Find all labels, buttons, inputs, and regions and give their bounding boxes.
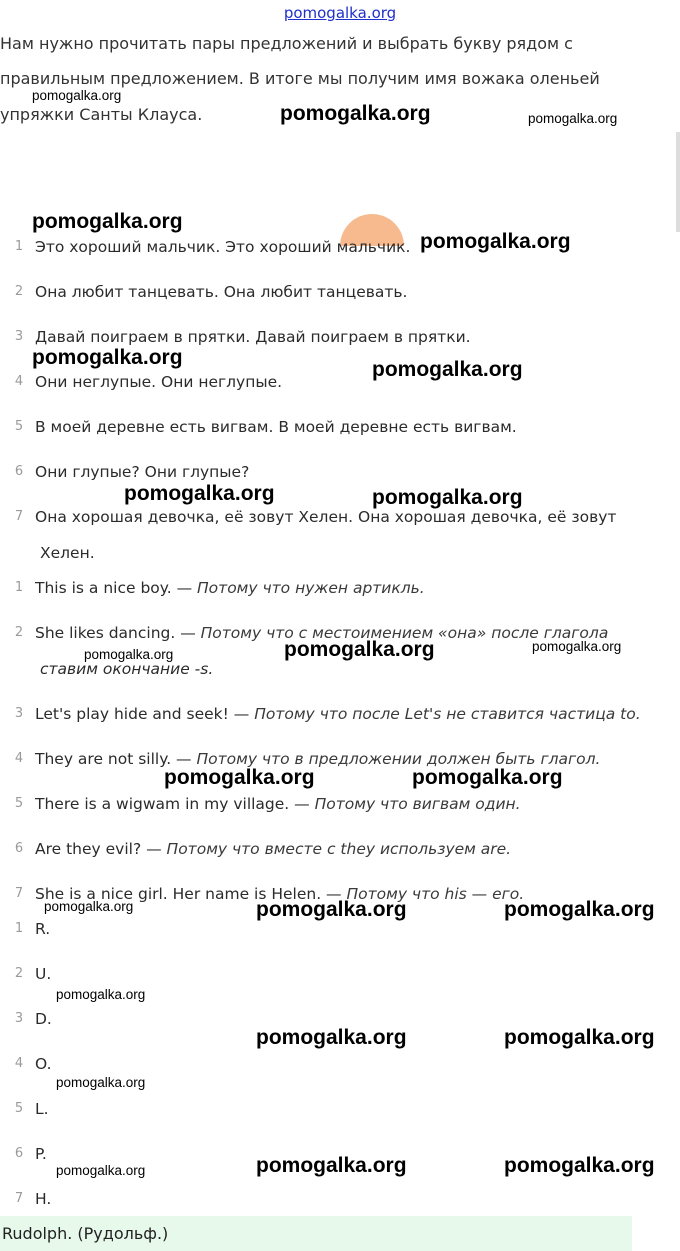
letter-row bbox=[0, 963, 680, 985]
explanation-text bbox=[35, 577, 425, 599]
item-number: 4 bbox=[14, 751, 24, 766]
watermark: pomogalka.org bbox=[372, 358, 523, 381]
sentence-row bbox=[0, 461, 680, 483]
english-sentence: Are they evil? — bbox=[35, 840, 167, 858]
sentence-text: Она любит танцевать. Она любит танцевать. bbox=[35, 283, 408, 301]
watermark: pomogalka.org bbox=[56, 1075, 146, 1090]
letter-text: D. bbox=[35, 1010, 52, 1028]
explanation-reason: Потому что нужен артикль. bbox=[197, 579, 425, 597]
item-number: 1 bbox=[14, 580, 24, 595]
letter-row bbox=[0, 1053, 680, 1075]
letter-row bbox=[0, 1098, 680, 1120]
explanation-text bbox=[35, 793, 521, 815]
letter-text: L. bbox=[35, 1100, 49, 1118]
watermark: pomogalka.org bbox=[412, 766, 563, 789]
item-number: 3 bbox=[14, 706, 24, 721]
item-number: 1 bbox=[14, 921, 24, 936]
explanation-row bbox=[0, 838, 680, 860]
intro-line-1: Нам нужно прочитать пары предложений и выбрать букву рядом с bbox=[0, 34, 573, 53]
english-sentence: Let's play hide and seek! — bbox=[35, 705, 255, 723]
english-sentence: She likes dancing. — bbox=[35, 624, 201, 642]
sentence-text: Это хороший мальчик. Это хороший мальчик. bbox=[35, 238, 411, 256]
sentence-row bbox=[0, 506, 680, 528]
item-number: 5 bbox=[14, 419, 24, 434]
explanation-reason: Потому что после Let's не ставится частица to. bbox=[254, 705, 641, 723]
site-header bbox=[0, 0, 680, 26]
watermark: pomogalka.org bbox=[280, 102, 431, 125]
sentence-row bbox=[0, 371, 680, 393]
watermark: pomogalka.org bbox=[256, 898, 407, 921]
explanation-reason-continued: ставим окончание -s. bbox=[40, 660, 214, 678]
explanation-reason: Потому что вместе с they используем are. bbox=[166, 840, 512, 858]
answer-box: Rudolph. (Рудольф.) bbox=[0, 1216, 632, 1251]
item-number: 6 bbox=[14, 1146, 24, 1161]
sentence-text: Давай поиграем в прятки. Давай поиграем в прятки. bbox=[35, 328, 471, 346]
watermark: pomogalka.org bbox=[164, 766, 315, 789]
letter-text: O. bbox=[35, 1055, 52, 1073]
english-sentence: They are not silly. — bbox=[35, 750, 197, 768]
item-number: 5 bbox=[14, 796, 24, 811]
sentence-continuation: Хелен. bbox=[40, 544, 95, 562]
letter-text: U. bbox=[35, 965, 52, 983]
explanation-row bbox=[0, 577, 680, 599]
english-sentence: She is a nice girl. Her name is Helen. — bbox=[35, 885, 347, 903]
watermark: pomogalka.org bbox=[32, 88, 122, 103]
item-number: 6 bbox=[14, 841, 24, 856]
watermark: pomogalka.org bbox=[256, 1154, 407, 1177]
watermark: pomogalka.org bbox=[532, 639, 622, 654]
intro-line-3: упряжки Санты Клауса. bbox=[0, 105, 203, 124]
english-sentence: There is a wigwam in my village. — bbox=[35, 795, 315, 813]
sentence-row bbox=[0, 281, 680, 303]
sentence-text: В моей деревне есть вигвам. В моей деревне есть вигвам. bbox=[35, 418, 517, 436]
item-number: 4 bbox=[14, 1056, 24, 1071]
watermark: pomogalka.org bbox=[372, 486, 523, 509]
item-number: 4 bbox=[14, 374, 24, 389]
item-number: 5 bbox=[14, 1101, 24, 1116]
sentence-text: Она хорошая девочка, её зовут Хелен. Она хорошая девочка, её зовут bbox=[35, 508, 617, 526]
explanation-row bbox=[0, 703, 680, 725]
watermark: pomogalka.org bbox=[528, 111, 618, 126]
explanation-row bbox=[0, 748, 680, 770]
item-number: 7 bbox=[14, 1191, 24, 1206]
explanation-row bbox=[0, 793, 680, 815]
watermark: pomogalka.org bbox=[504, 1154, 655, 1177]
watermark: pomogalka.org bbox=[84, 647, 174, 662]
watermark: pomogalka.org bbox=[504, 898, 655, 921]
site-link[interactable]: pomogalka.org bbox=[283, 4, 397, 22]
explanation-text bbox=[35, 703, 641, 725]
explanation-reason: Потому что вигвам один. bbox=[314, 795, 521, 813]
letter-text: P. bbox=[35, 1145, 47, 1163]
sentence-text: Они глупые? Они глупые? bbox=[35, 463, 250, 481]
item-number: 7 bbox=[14, 886, 24, 901]
item-number: 6 bbox=[14, 464, 24, 479]
letter-row bbox=[0, 1188, 680, 1210]
sentence-text: Они неглупые. Они неглупые. bbox=[35, 373, 283, 391]
watermark: pomogalka.org bbox=[420, 230, 571, 253]
sentence-row bbox=[0, 326, 680, 348]
explanation-reason: Потому что his — его. bbox=[346, 885, 525, 903]
watermark: pomogalka.org bbox=[504, 1026, 655, 1049]
item-number: 2 bbox=[14, 625, 24, 640]
explanation-reason: Потому что в предложении должен быть глагол. bbox=[196, 750, 601, 768]
watermark: pomogalka.org bbox=[256, 1026, 407, 1049]
item-number: 3 bbox=[14, 329, 24, 344]
explanation-text bbox=[35, 838, 511, 860]
watermark: pomogalka.org bbox=[56, 1163, 146, 1178]
intro-line-2: правильным предложением. В итоге мы получим имя вожака оленьей bbox=[0, 69, 600, 88]
item-number: 3 bbox=[14, 1011, 24, 1026]
watermark: pomogalka.org bbox=[284, 638, 435, 661]
item-number: 2 bbox=[14, 966, 24, 981]
scrollbar[interactable] bbox=[676, 132, 680, 232]
watermark: pomogalka.org bbox=[32, 210, 183, 233]
watermark: pomogalka.org bbox=[44, 899, 134, 914]
letter-text: H. bbox=[35, 1190, 52, 1208]
watermark: pomogalka.org bbox=[124, 482, 275, 505]
explanation-reason: Потому что с местоимением «она» после глагола bbox=[200, 624, 609, 642]
item-number: 1 bbox=[14, 239, 24, 254]
sentence-row bbox=[0, 416, 680, 438]
item-number: 7 bbox=[14, 509, 24, 524]
watermark: pomogalka.org bbox=[32, 346, 183, 369]
sentence-row bbox=[0, 236, 680, 258]
english-sentence: This is a nice boy. — bbox=[35, 579, 198, 597]
item-number: 2 bbox=[14, 284, 24, 299]
letter-text: R. bbox=[35, 920, 51, 938]
watermark: pomogalka.org bbox=[56, 987, 146, 1002]
